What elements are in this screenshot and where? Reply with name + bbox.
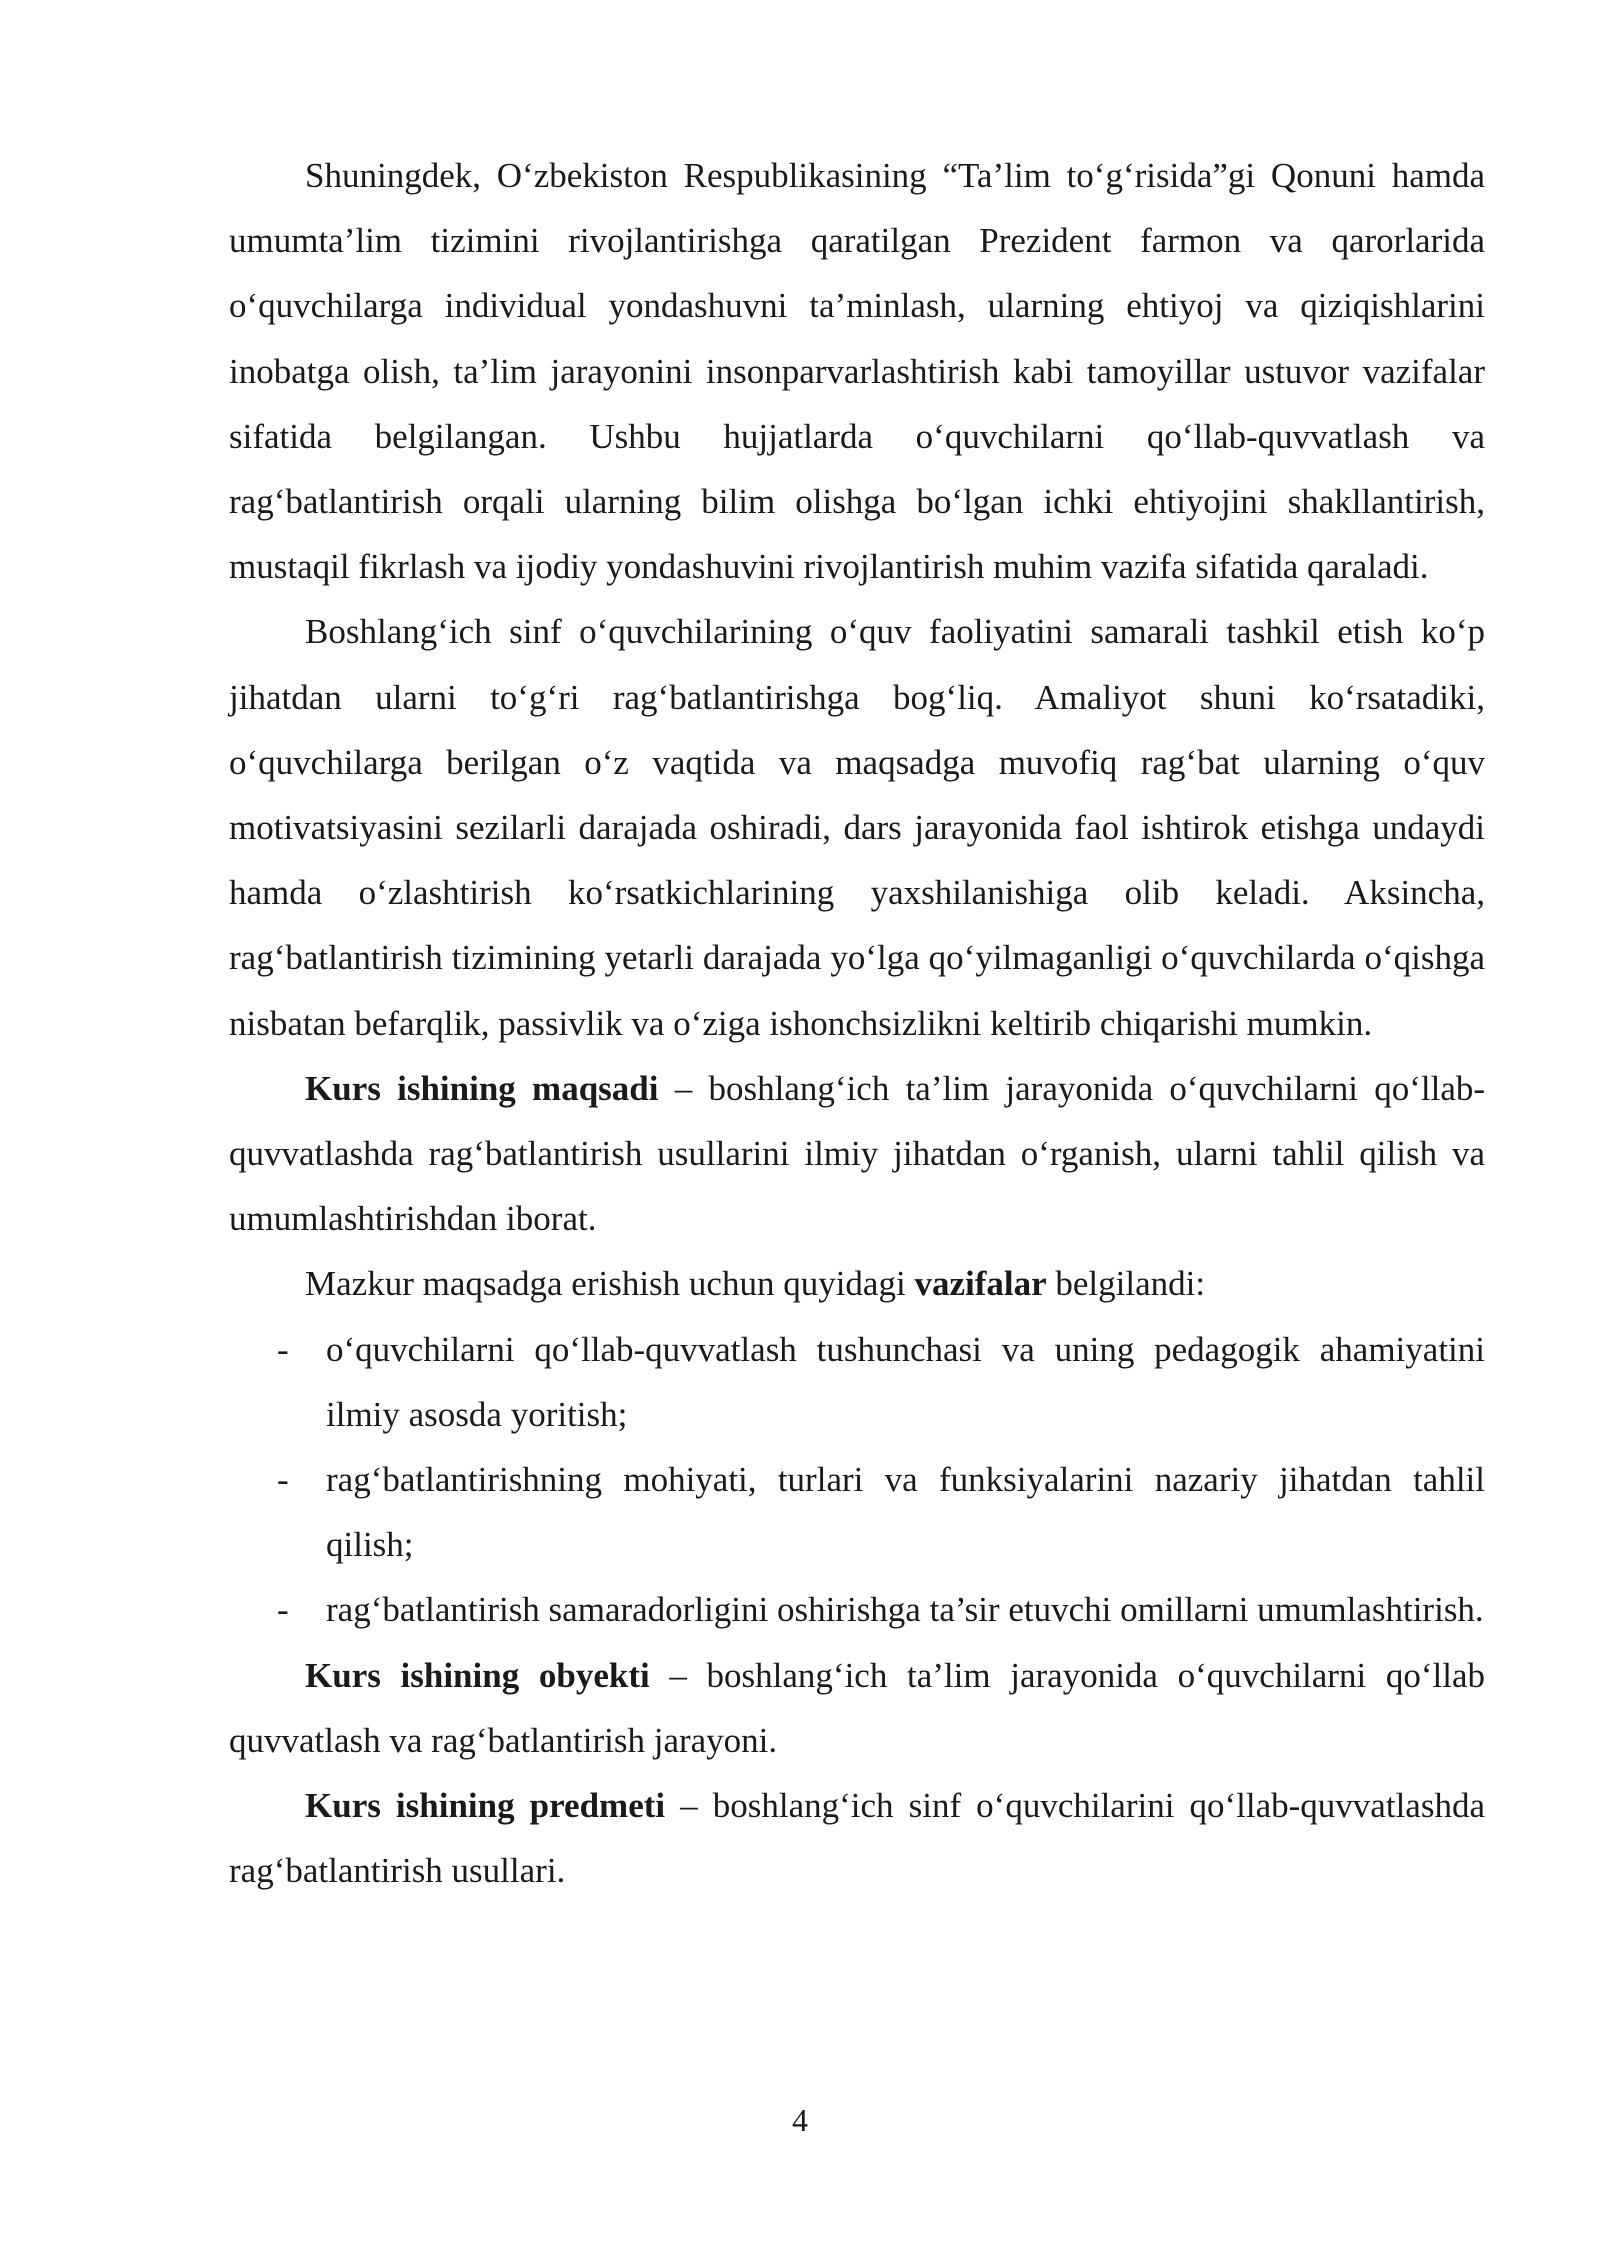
paragraph-course-subject: [229, 1773, 1485, 1903]
list-item: [229, 1447, 1485, 1577]
tasks-intro-before: Mazkur maqsadga erishish uchun quyidagi: [305, 1264, 915, 1304]
course-object-heading: Kurs ishining obyekti: [305, 1655, 650, 1695]
list-bullet: -: [277, 1590, 289, 1630]
list-item-text: rag‘batlantirishning mohiyati, turlari va funksiyalarini nazariy jihatdan tahlil qilish;: [326, 1460, 1485, 1565]
paragraph-motivation-importance: [229, 599, 1485, 1055]
course-subject-text: – boshlang‘ich sinf o‘quvchilarini qo‘llab-quvvatlashda rag‘batlantirish usullari.: [229, 1786, 1485, 1891]
tasks-keyword: vazifalar: [914, 1264, 1047, 1304]
page-number: 4: [792, 2102, 808, 2138]
list-item: [229, 1317, 1485, 1447]
paragraph-tasks-intro: [229, 1251, 1485, 1316]
list-bullet: -: [277, 1329, 289, 1369]
paragraph-course-goal: [229, 1056, 1485, 1252]
paragraph-text: Boshlang‘ich sinf o‘quvchilarining o‘quv faoliyatini samarali tashkil etish ko‘p jihatdan ularni to‘g‘ri rag‘batlantirishga bog‘liq. Amaliyot shuni ko‘rsatadiki, o‘quvchilarga berilgan o‘z vaqtida va maqsadga muvofiq rag‘bat ularning o‘quv motivatsiyasini sezilarli darajada oshiradi, dars jarayonida faol ishtirok etishga undaydi hamda o‘zlashtirish ko‘rsatkichlarining yaxshilanishiga olib keladi. Aksincha, rag‘batlantirish tizimining yetarli darajada yo‘lga qo‘yilmaganligi o‘quvchilarda o‘qishga nisbatan befarqlik, passivlik va o‘ziga ishonchsizlikni keltirib chiqarishi mumkin.: [229, 612, 1485, 1043]
course-object-text: – boshlang‘ich ta’lim jarayonida o‘quvchilarni qo‘llab quvvatlash va rag‘batlantirish jarayoni.: [229, 1655, 1485, 1760]
paragraph-course-object: [229, 1643, 1485, 1773]
list-item-text: rag‘batlantirish samaradorligini oshirishga ta’sir etuvchi omillarni umumlashtirish.: [326, 1590, 1484, 1630]
tasks-intro-after: belgilandi:: [1046, 1264, 1206, 1304]
course-goal-text: – boshlang‘ich ta’lim jarayonida o‘quvchilarni qo‘llab-quvvatlashda rag‘batlantirish usullarini ilmiy jihatdan o‘rganish, ularni tahlil qilish va umumlashtirishdan iborat.: [229, 1068, 1486, 1239]
tasks-list: [229, 1317, 1485, 1643]
paragraph-text: Shuningdek, O‘zbekiston Respublikasining “Ta’lim to‘g‘risida”gi Qonuni hamda umumta’lim tizimini rivojlantirishga qaratilgan Prezident farmon va qarorlarida o‘quvchilarga individual yondashuvni ta’minlash, ularning ehtiyoj va qiziqishlarini inobatga olish, ta’lim jarayonini insonparvarlashtirish kabi tamoyillar ustuvor vazifalar sifatida belgilangan. Ushbu hujjatlarda o‘quvchilarni qo‘llab-quvvatlash va rag‘batlantirish orqali ularning bilim olishga bo‘lgan ichki ehtiyojini shakllantirish, mustaqil fikrlash va ijodiy yondashuvini rivojlantirish muhim vazifa sifatida qaraladi.: [229, 156, 1485, 587]
list-item: [229, 1577, 1485, 1642]
course-goal-heading: Kurs ishining maqsadi: [305, 1068, 659, 1108]
page-body: [229, 143, 1485, 1903]
list-item-text: o‘quvchilarni qo‘llab-quvvatlash tushunchasi va uning pedagogik ahamiyatini ilmiy asosda yoritish;: [326, 1329, 1485, 1434]
paragraph-legal-basis: [229, 143, 1485, 599]
course-subject-heading: Kurs ishining predmeti: [305, 1786, 666, 1826]
list-bullet: -: [277, 1460, 289, 1500]
